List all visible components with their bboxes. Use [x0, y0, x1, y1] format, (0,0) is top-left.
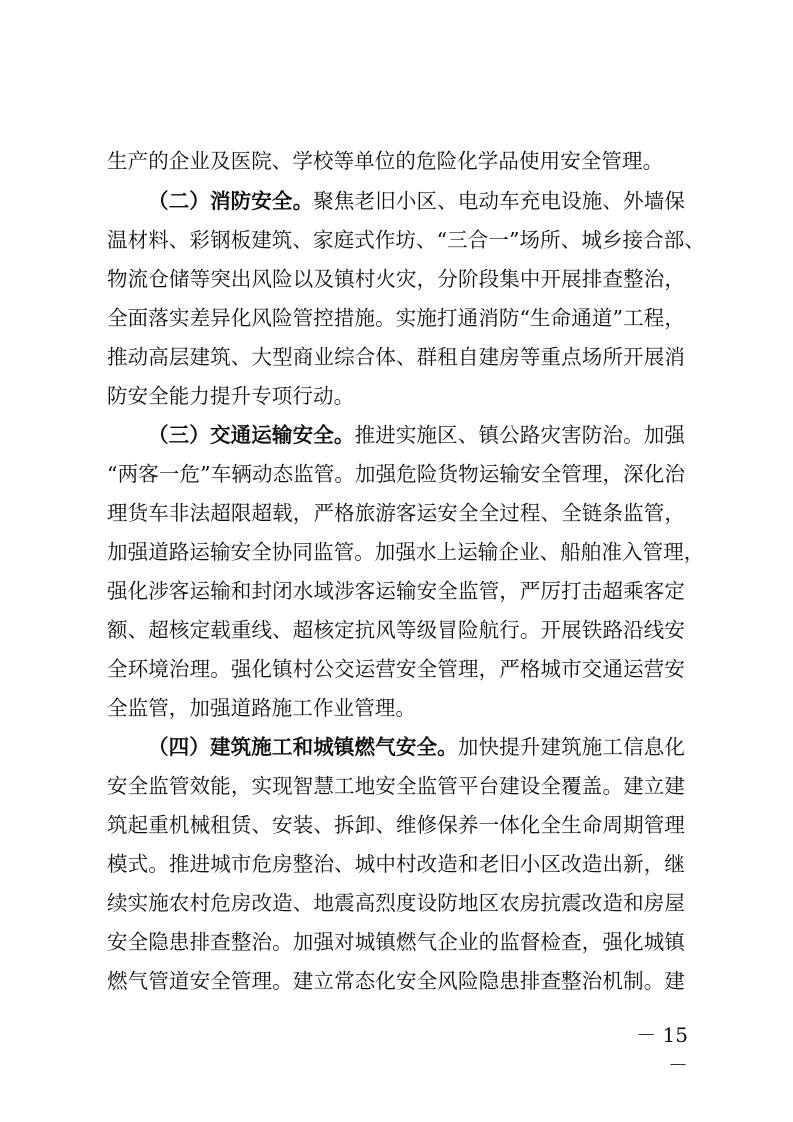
text-line: 额、超核定载重线、超核定抗风等级冒险航行。开展铁路沿线安	[107, 618, 685, 642]
page-number: － 15 －	[636, 1023, 688, 1077]
text-span: 聚焦老旧小区、电动车充电设施、外墙保	[313, 189, 685, 213]
text-line: 燃气管道安全管理。建立常态化安全风险隐患排查整治机制。建	[107, 969, 685, 993]
text-line: 温材料、彩钢板建筑、家庭式作坊、“三合一”场所、城乡接合部、	[107, 228, 705, 252]
text-line: “两客一危”车辆动态监管。加强危险货物运输安全管理，深化治	[107, 462, 685, 486]
text-line: 生产的企业及医院、学校等单位的危险化学品使用安全管理。	[107, 149, 664, 173]
text-line: 加强道路运输安全协同监管。加强水上运输企业、船舶准入管理，	[107, 540, 705, 564]
text-line: 安全监管效能，实现智慧工地安全监管平台建设全覆盖。建立建	[107, 774, 685, 798]
paragraph-construction-first-line	[107, 732, 685, 762]
text-line: 理货车非法超限超载，严格旅游客运安全全过程、全链条监管，	[107, 501, 685, 525]
text-line: 全监管，加强道路施工作业管理。	[107, 696, 416, 720]
paragraph-fire-first-line	[107, 186, 685, 216]
section-heading-fire: （二）消防安全。	[148, 189, 314, 213]
text-line: 推动高层建筑、大型商业综合体、群租自建房等重点场所开展消	[107, 345, 685, 369]
text-line: 物流仓储等突出风险以及镇村火灾，分阶段集中开展排查整治，	[107, 267, 685, 291]
text-span: 加快提升建筑施工信息化	[457, 735, 685, 759]
text-span: 推进实施区、镇公路灾害防治。加强	[354, 423, 685, 447]
text-line: 全面落实差异化风险管控措施。实施打通消防“生命通道”工程，	[107, 306, 685, 330]
paragraph-traffic-first-line	[107, 420, 685, 450]
text-line: 全环境治理。强化镇村公交运营安全管理，严格城市交通运营安	[107, 657, 685, 681]
text-line: 筑起重机械租赁、安装、拆卸、维修保养一体化全生命周期管理	[107, 813, 685, 837]
text-line: 防安全能力提升专项行动。	[107, 384, 355, 408]
text-line: 安全隐患排查整治。加强对城镇燃气企业的监督检查，强化城镇	[107, 930, 685, 954]
text-line: 续实施农村危房改造、地震高烈度设防地区农房抗震改造和房屋	[107, 891, 685, 915]
text-line: 强化涉客运输和封闭水域涉客运输安全监管，严厉打击超乘客定	[107, 579, 685, 603]
text-line: 模式。推进城市危房整治、城中村改造和老旧小区改造出新，继	[107, 852, 685, 876]
section-heading-traffic: （三）交通运输安全。	[148, 423, 355, 447]
section-heading-construction: （四）建筑施工和城镇燃气安全。	[148, 735, 458, 759]
